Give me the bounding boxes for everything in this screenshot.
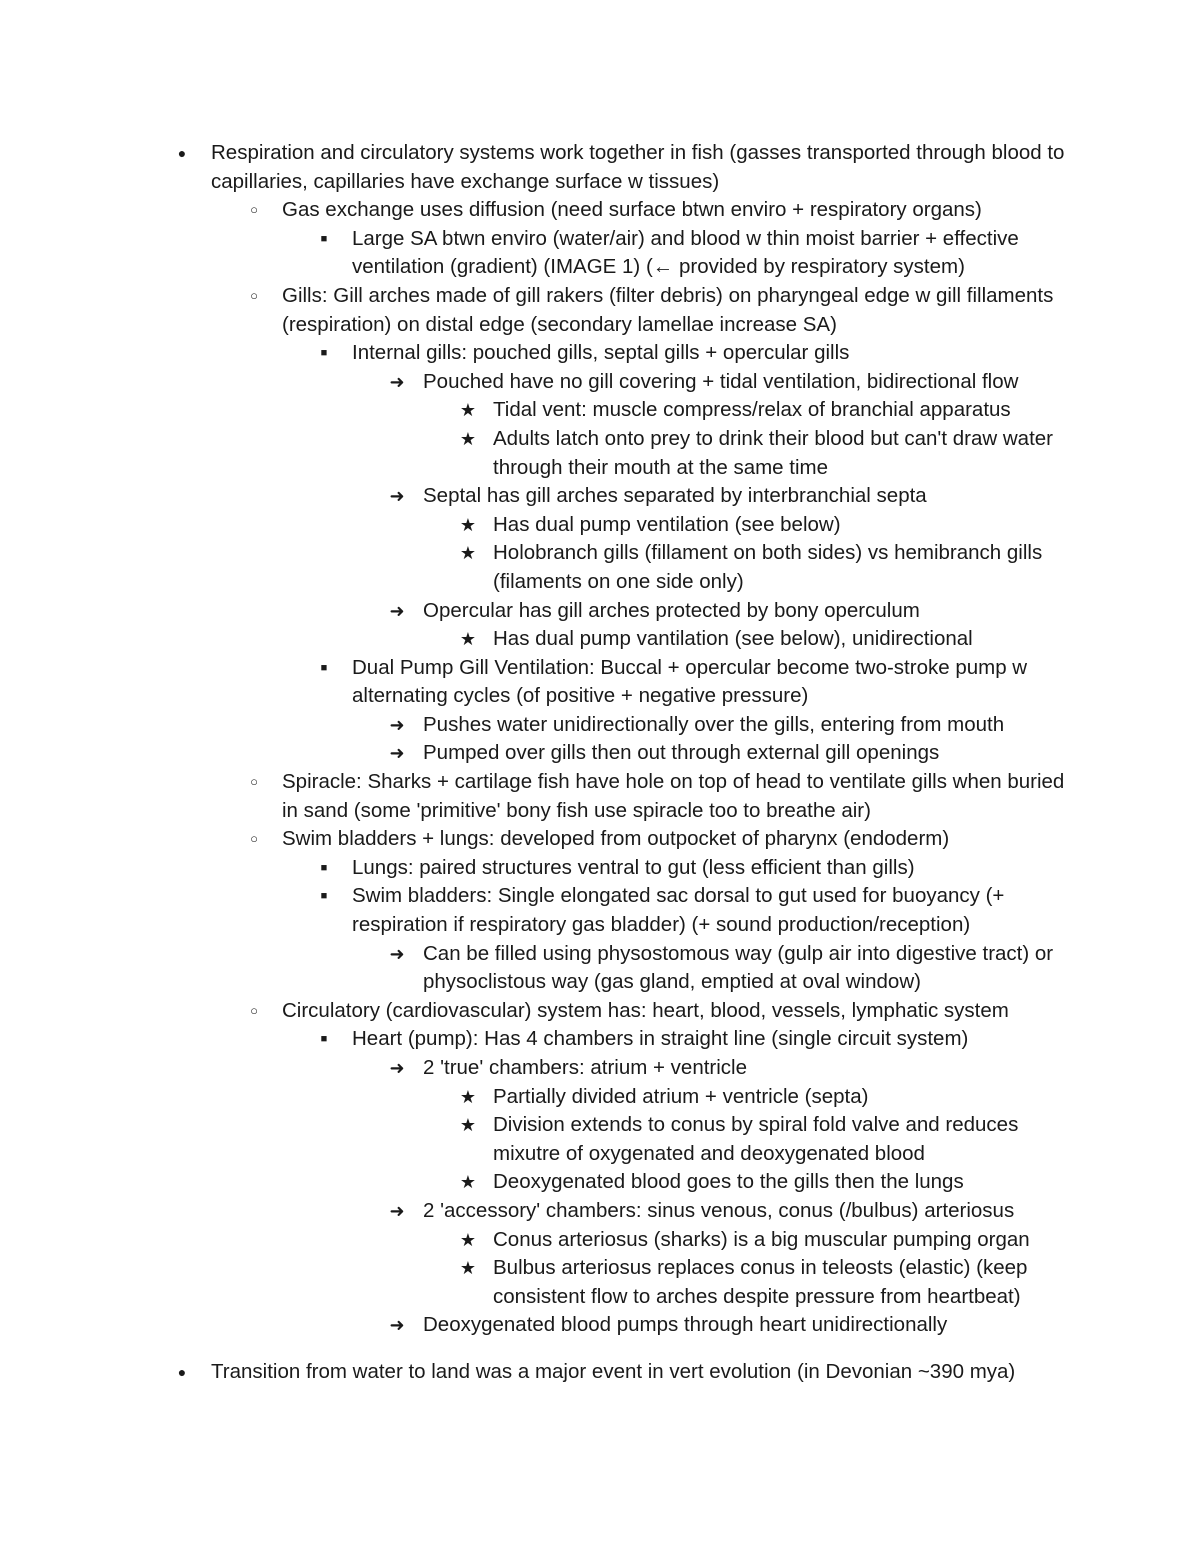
filled-dot-bullet-icon: ●	[177, 145, 187, 161]
outline-item-level-2	[0, 654, 1200, 711]
square-bullet-icon: ■	[320, 232, 328, 245]
outline-item-level-1	[0, 825, 1200, 854]
outline-item-level-1	[0, 282, 1200, 339]
outline-item-text: Lungs: paired structures ventral to gut (less efficient than gills)	[352, 855, 915, 879]
outline-item-level-4	[0, 1083, 1200, 1112]
outline-item-text: Transition from water to land was a major event in vert evolution (in Devonian ~390 mya)	[211, 1359, 1016, 1383]
outline-item-text: Deoxygenated blood pumps through heart unidirectionally	[423, 1313, 948, 1337]
outline-item-level-4	[0, 425, 1200, 482]
outline-item-level-1	[0, 768, 1200, 825]
star-bullet-icon: ★	[459, 543, 477, 564]
hollow-circle-bullet-icon: ○	[250, 774, 258, 790]
outline-item-level-4	[0, 1254, 1200, 1311]
star-bullet-icon: ★	[459, 428, 477, 449]
arrow-bullet-icon: ➜	[389, 1315, 405, 1336]
outline-item-level-3	[0, 597, 1200, 626]
outline-item-text: Gills: Gill arches made of gill rakers (filter debris) on pharyngeal edge w gill fillaments (respiration) on distal edge (secondary lamellae increase SA)	[282, 283, 1054, 336]
star-bullet-icon: ★	[459, 400, 477, 421]
outline-item-level-4	[0, 1226, 1200, 1255]
outline-item-text: Bulbus arteriosus replaces conus in teleosts (elastic) (keep consistent flow to arches despite pressure from heartbeat)	[493, 1256, 1028, 1308]
outline-item-text: 2 'accessory' chambers: sinus venous, conus (/bulbus) arteriosus	[423, 1198, 1015, 1222]
outline-item-text: Has dual pump vantilation (see below), unidirectional	[493, 627, 973, 651]
arrow-bullet-icon: ➜	[389, 1058, 405, 1078]
outline-item-text: Internal gills: pouched gills, septal gills + opercular gills	[352, 341, 850, 365]
star-bullet-icon: ★	[459, 1229, 477, 1250]
outline-item-text: Pouched have no gill covering + tidal ventilation, bidirectional flow	[423, 369, 1019, 393]
outline-item-text: Deoxygenated blood goes to the gills then the lungs	[493, 1170, 964, 1194]
arrow-bullet-icon: ➜	[389, 943, 405, 964]
outline-item-text: Opercular has gill arches protected by bony operculum	[423, 598, 920, 622]
outline-item-level-1	[0, 997, 1200, 1026]
outline-item-level-4	[0, 1111, 1200, 1168]
outline-item-level-1	[0, 196, 1200, 225]
outline-item-level-3	[0, 368, 1200, 397]
outline-item-text: Gas exchange uses diffusion (need surface btwn enviro + respiratory organs)	[282, 198, 982, 222]
arrow-bullet-icon: ➜	[389, 600, 405, 621]
outline-item-level-4	[0, 1168, 1200, 1197]
star-bullet-icon: ★	[459, 1258, 477, 1279]
star-bullet-icon: ★	[459, 1115, 477, 1136]
outline-item-text: Partially divided atrium + ventricle (septa)	[493, 1084, 869, 1108]
arrow-bullet-icon: ➜	[389, 1200, 405, 1221]
star-bullet-icon: ★	[459, 514, 477, 535]
square-bullet-icon: ■	[320, 861, 328, 874]
square-bullet-icon: ■	[320, 347, 328, 360]
outline-item-text: Swim bladders: Single elongated sac dorsal to gut used for buoyancy (+ respiration if respiratory gas bladder) (+ sound production/reception)	[352, 884, 1005, 937]
outline-item-text: Dual Pump Gill Ventilation: Buccal + opercular become two-stroke pump w alternating cycles (of positive + negative pressure)	[352, 655, 1028, 708]
notes-outline	[0, 139, 1200, 1387]
outline-item-text: Division extends to conus by spiral fold valve and reduces mixutre of oxygenated and deoxygenated blood	[493, 1113, 1019, 1165]
outline-item-text: Circulatory (cardiovascular) system has: heart, blood, vessels, lymphatic system	[282, 998, 1009, 1022]
outline-item-text: 2 'true' chambers: atrium + ventricle	[423, 1056, 747, 1079]
outline-item-level-3	[0, 1197, 1200, 1226]
arrow-bullet-icon: ➜	[389, 714, 405, 735]
outline-item-text: Septal has gill arches separated by interbranchial septa	[423, 484, 927, 508]
square-bullet-icon: ■	[320, 890, 328, 903]
outline-item-text: Can be filled using physostomous way (gulp air into digestive tract) or physoclistous way (gas gland, emptied at oval window)	[423, 941, 1054, 994]
outline-item-level-0	[0, 139, 1200, 196]
outline-item-level-3	[0, 940, 1200, 997]
outline-item-text: Has dual pump ventilation (see below)	[493, 512, 841, 536]
square-bullet-icon: ■	[320, 661, 328, 674]
arrow-bullet-icon: ➜	[389, 371, 405, 392]
outline-item-level-3	[0, 482, 1200, 511]
outline-item-text: Pushes water unidirectionally over the gills, entering from mouth	[423, 712, 1005, 736]
square-bullet-icon: ■	[320, 1033, 328, 1046]
filled-dot-bullet-icon: ●	[177, 1363, 187, 1380]
hollow-circle-bullet-icon: ○	[250, 202, 258, 218]
outline-item-text: Adults latch onto prey to drink their blood but can't draw water through their mouth at the same time	[493, 426, 1053, 479]
outline-item-text: Spiracle: Sharks + cartilage fish have hole on top of head to ventilate gills when buried in sand (some 'primitive' bony fish use spiracle too to breathe air)	[282, 770, 1065, 822]
outline-item-level-2	[0, 225, 1200, 282]
outline-item-text: Swim bladders + lungs: developed from outpocket of pharynx (endoderm)	[282, 827, 950, 851]
outline-item-level-4	[0, 539, 1200, 596]
outline-item-level-4	[0, 396, 1200, 425]
hollow-circle-bullet-icon: ○	[250, 831, 258, 847]
outline-item-level-2	[0, 339, 1200, 368]
outline-item-text: Respiration and circulatory systems work together in fish (gasses transported through blood to capillaries, capillaries have exchange surface w tissues)	[211, 141, 1065, 193]
hollow-circle-bullet-icon: ○	[250, 287, 258, 303]
outline-item-text: Pumped over gills then out through external gill openings	[423, 741, 940, 765]
outline-item-level-0	[0, 1358, 1200, 1387]
outline-item-text: Holobranch gills (fillament on both sides) vs hemibranch gills (filaments on one side only)	[493, 541, 1043, 593]
outline-item-level-2	[0, 854, 1200, 883]
outline-item-text: Conus arteriosus (sharks) is a big muscular pumping organ	[493, 1227, 1030, 1251]
outline-item-level-3	[0, 1311, 1200, 1340]
star-bullet-icon: ★	[459, 1086, 477, 1107]
outline-item-level-3	[0, 1054, 1200, 1083]
hollow-circle-bullet-icon: ○	[250, 1002, 258, 1018]
star-bullet-icon: ★	[459, 1172, 477, 1193]
star-bullet-icon: ★	[459, 629, 477, 650]
arrow-bullet-icon: ➜	[389, 486, 405, 507]
outline-item-level-3	[0, 711, 1200, 740]
outline-item-level-4	[0, 511, 1200, 540]
outline-item-text: Tidal vent: muscle compress/relax of branchial apparatus	[493, 398, 1011, 422]
arrow-bullet-icon: ➜	[389, 743, 405, 764]
outline-item-level-4	[0, 625, 1200, 654]
section-gap	[0, 1340, 1200, 1358]
outline-item-level-2	[0, 882, 1200, 939]
outline-item-level-2	[0, 1025, 1200, 1054]
outline-item-text: Heart (pump): Has 4 chambers in straight line (single circuit system)	[352, 1027, 969, 1051]
outline-item-text: Large SA btwn enviro (water/air) and blood w thin moist barrier + effective ventilation (gradient) (IMAGE 1) (← provided by respiratory system)	[352, 226, 1019, 279]
outline-item-level-3	[0, 739, 1200, 768]
